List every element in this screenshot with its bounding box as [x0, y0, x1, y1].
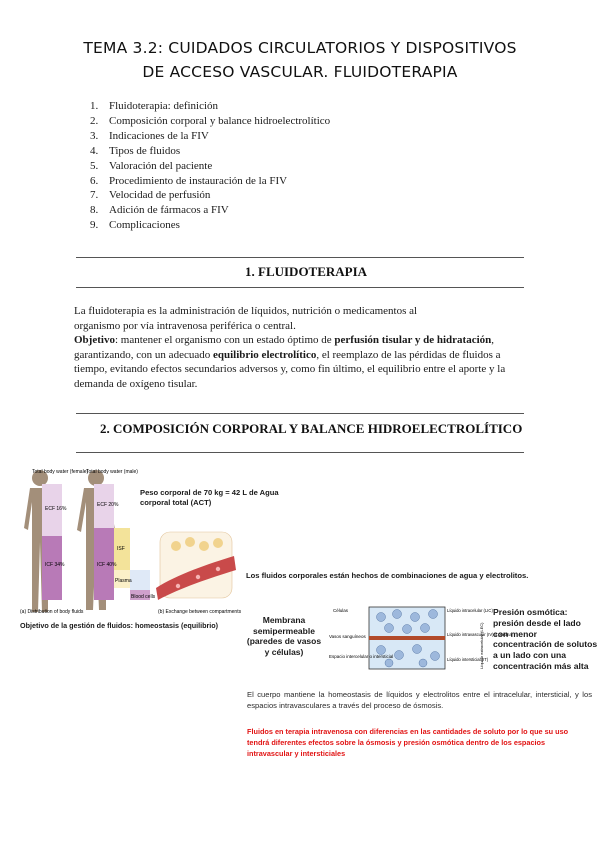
toc-item — [90, 114, 330, 129]
toc-label: Tipos de fluidos — [109, 144, 181, 157]
icf-bar-a — [42, 536, 62, 600]
objective-text: : mantener el organismo con un estado óptimo de — [114, 334, 335, 347]
objective-label: Objetivo — [74, 334, 115, 347]
divider — [76, 257, 524, 258]
lit-label: Líquido intersticial (IT) — [447, 657, 489, 662]
fluids-statement: Los fluidos corporales están hechos de combinaciones de agua y electrolitos. — [246, 571, 529, 580]
toc-label: Composición corporal y balance hidroelectrolítico — [109, 114, 331, 127]
toc-label: Adición de fármacos a FIV — [109, 204, 229, 217]
objective-text: , el reemplazo de las pérdidas de fluidos a tiempo, evitando efectos secundarios adversos y, como fin último, el equilibrio entre el aporte y la demanda de oxígeno tisular. — [74, 348, 506, 390]
table-of-contents — [90, 99, 330, 233]
figure-legend-left: (a) Distribution of body fluids — [20, 609, 84, 615]
objective-text: , garantizando, con un adecuado — [74, 334, 495, 361]
icf-label-b: ICF 40% — [97, 562, 117, 568]
objective-bold: equilibrio electrolítico — [212, 348, 317, 361]
divider — [76, 287, 524, 288]
toc-label: Complicaciones — [109, 219, 180, 232]
vessel-diagram — [156, 532, 236, 600]
toc-number: 6. — [90, 174, 99, 187]
definition-line-2: organismo por vía intravenosa periférica o central. — [74, 319, 296, 332]
homeostasis-paragraph: El cuerpo mantiene la homeostasis de líquidos y electrolitos entre el intracelular, intersticial, y los espacios intravasculares a través del proceso de ósmosis. — [247, 690, 592, 710]
section-1-heading: 1. FLUIDOTERAPIA — [245, 264, 368, 279]
lic-label: Líquido intracelular (LIC) — [447, 608, 493, 613]
toc-number: 1. — [90, 100, 99, 112]
interstitial-space-label: Espacio intercelular o intersticial — [329, 654, 394, 659]
iv-fluids-note: Fluidos en terapia intravenosa con diferencias en las cantidades de soluto por lo que su uso tendrá diferentes efectos sobre la ósmosis y presión osmótica dentro de los espacios intravascular y intersticiales — [247, 727, 569, 758]
compartments-diagram — [327, 603, 512, 673]
ecf-label-a: ECF 16% — [45, 506, 67, 512]
isf-label: ISF — [117, 546, 125, 552]
liv-label: Líquido intravascular (IV) o plasma — [447, 632, 512, 637]
toc-label: Velocidad de perfusión — [109, 189, 211, 202]
membrane-label: Membrana semipermeable (paredes de vasos y células) — [246, 615, 322, 657]
toc-number: 8. — [90, 204, 99, 217]
blood-bar — [130, 570, 150, 590]
title-line-2: DE ACCESO VASCULAR. FLUIDOTERAPIA — [142, 63, 458, 81]
total-water-label-b: Total body water (male) — [86, 469, 138, 475]
ecf-label-b: ECF 20% — [97, 502, 119, 508]
vessels-label: Vasos sanguíneos — [329, 634, 366, 639]
page-title — [40, 36, 560, 84]
toc-number: 2. — [90, 114, 99, 127]
toc-item — [90, 129, 330, 144]
divider — [76, 413, 524, 414]
total-water-label-a: Total body water (female) — [32, 469, 89, 475]
section-2-heading: 2. COMPOSICIÓN CORPORAL Y BALANCE HIDROELECTROLÍTICO — [100, 421, 523, 436]
toc-item — [90, 144, 330, 159]
vessel-wall — [369, 636, 445, 640]
blood-label: Blood cells — [131, 594, 156, 600]
section-1-body — [74, 304, 534, 392]
toc-label: Fluidoterapia: definición — [109, 100, 219, 112]
toc-number: 7. — [90, 189, 99, 202]
plasma-label: Plasma — [115, 578, 132, 584]
icf-label-a: ICF 34% — [45, 562, 65, 568]
toc-number: 5. — [90, 159, 99, 172]
toc-item — [90, 203, 330, 218]
figure-1-caption: Objetivo de la gestión de fluidos: homeostasis (equilibrio) — [20, 621, 219, 630]
toc-label: Procedimiento de instauración de la FIV — [109, 174, 288, 187]
toc-item — [90, 159, 330, 174]
figure-legend-right: (b) Exchange between compartments — [158, 609, 242, 615]
toc-label: Valoración del paciente — [109, 159, 213, 172]
title-line-1: TEMA 3.2: CUIDADOS CIRCULATORIOS Y DISPOSITIVOS — [83, 39, 517, 57]
toc-item — [90, 218, 330, 233]
lec-label: Líquido extracelular (LEC) — [479, 622, 484, 669]
objective-paragraph — [74, 333, 534, 391]
divider — [76, 452, 524, 453]
toc-label: Indicaciones de la FIV — [109, 129, 209, 142]
toc-number: 9. — [90, 219, 99, 232]
toc-number: 4. — [90, 144, 99, 157]
osmotic-pressure-note: Presión osmótica: presión desde el lado con menor concentración de solutos a un lado con una concentración más alta — [493, 607, 598, 671]
body-water-note: Peso corporal de 70 kg = 42 L de Agua corporal total (ACT) — [140, 488, 279, 507]
toc-item — [90, 174, 330, 189]
toc-number: 3. — [90, 129, 99, 142]
toc-item — [90, 99, 330, 114]
objective-bold: perfusión tisular y de hidratación — [334, 334, 492, 347]
cells-label: Células — [333, 608, 349, 613]
definition-line-1: La fluidoterapia es la administración de líquidos, nutrición o medicamentos al — [74, 305, 418, 317]
toc-item — [90, 188, 330, 203]
